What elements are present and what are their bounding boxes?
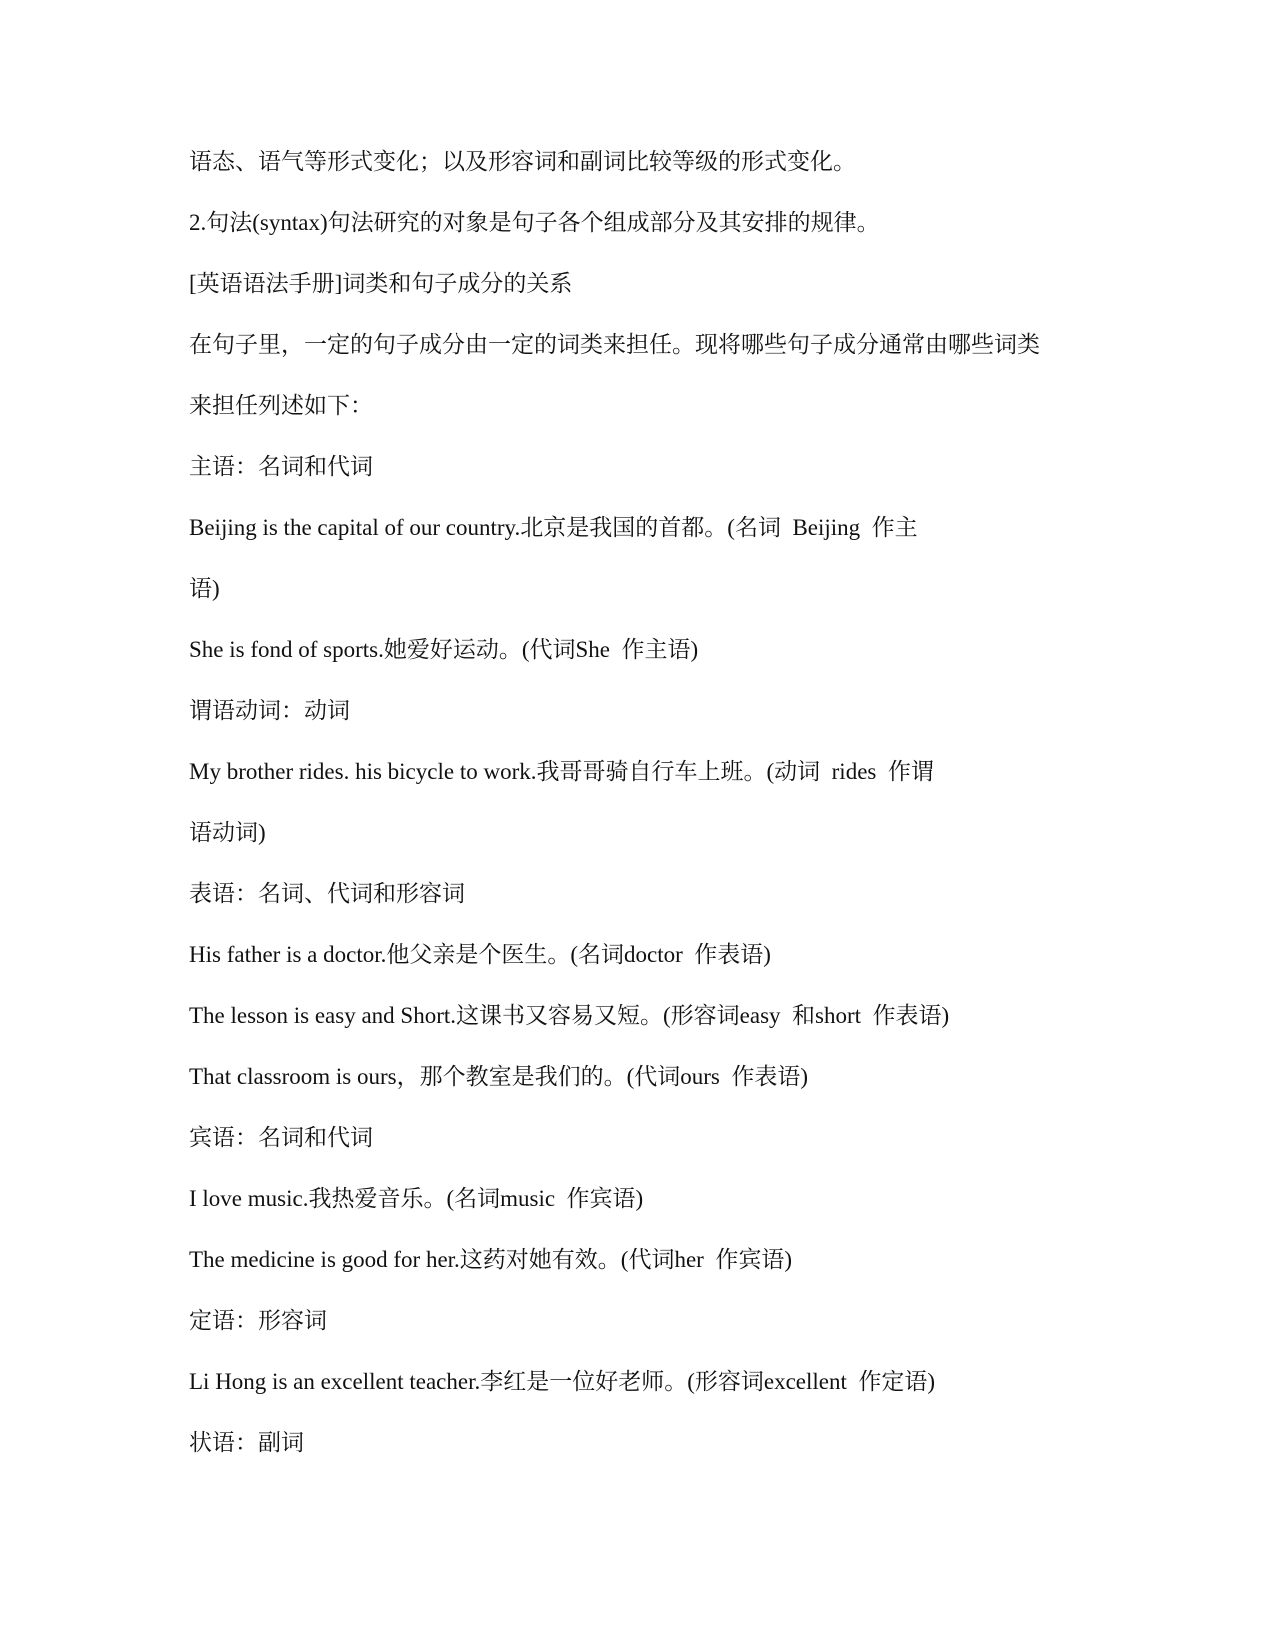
example-sentence: Beijing is the capital of our country.北京是我国的首都。(名词 Beijing 作主 bbox=[189, 515, 918, 540]
category-label: 主语：名词和代词 bbox=[189, 454, 373, 479]
example-sentence-continued: 语) bbox=[189, 576, 220, 601]
example-sentence: His father is a doctor.他父亲是个医生。(名词doctor 作表语) bbox=[189, 942, 771, 967]
paragraph: 语态、语气等形式变化；以及形容词和副词比较等级的形式变化。 bbox=[189, 149, 856, 174]
category-label: 表语：名词、代词和形容词 bbox=[189, 881, 465, 906]
example-sentence: My brother rides. his bicycle to work.我哥哥骑自行车上班。(动词 rides 作谓 bbox=[189, 759, 934, 784]
example-sentence: The medicine is good for her.这药对她有效。(代词her 作宾语) bbox=[189, 1247, 792, 1272]
section-heading: [英语语法手册]词类和句子成分的关系 bbox=[189, 271, 573, 296]
example-sentence: Li Hong is an excellent teacher.李红是一位好老师。(形容词excellent 作定语) bbox=[189, 1369, 936, 1394]
example-sentence: I love music.我热爱音乐。(名词music 作宾语) bbox=[189, 1186, 644, 1211]
example-sentence: That classroom is ours，那个教室是我们的。(代词ours 作表语) bbox=[189, 1064, 809, 1089]
example-sentence: The lesson is easy and Short.这课书又容易又短。(形容词easy 和short 作表语) bbox=[189, 1003, 950, 1028]
example-sentence: She is fond of sports.她爱好运动。(代词She 作主语) bbox=[189, 637, 699, 662]
example-sentence-continued: 语动词) bbox=[189, 820, 266, 845]
document-body bbox=[189, 146, 1089, 1488]
category-label: 状语：副词 bbox=[189, 1430, 304, 1455]
paragraph: 2.句法(syntax)句法研究的对象是句子各个组成部分及其安排的规律。 bbox=[189, 210, 880, 235]
paragraph: 来担任列述如下： bbox=[189, 393, 373, 418]
category-label: 定语：形容词 bbox=[189, 1308, 327, 1333]
paragraph: 在句子里，一定的句子成分由一定的词类来担任。现将哪些句子成分通常由哪些词类 bbox=[189, 332, 1040, 357]
category-label: 宾语：名词和代词 bbox=[189, 1125, 373, 1150]
category-label: 谓语动词：动词 bbox=[189, 698, 350, 723]
